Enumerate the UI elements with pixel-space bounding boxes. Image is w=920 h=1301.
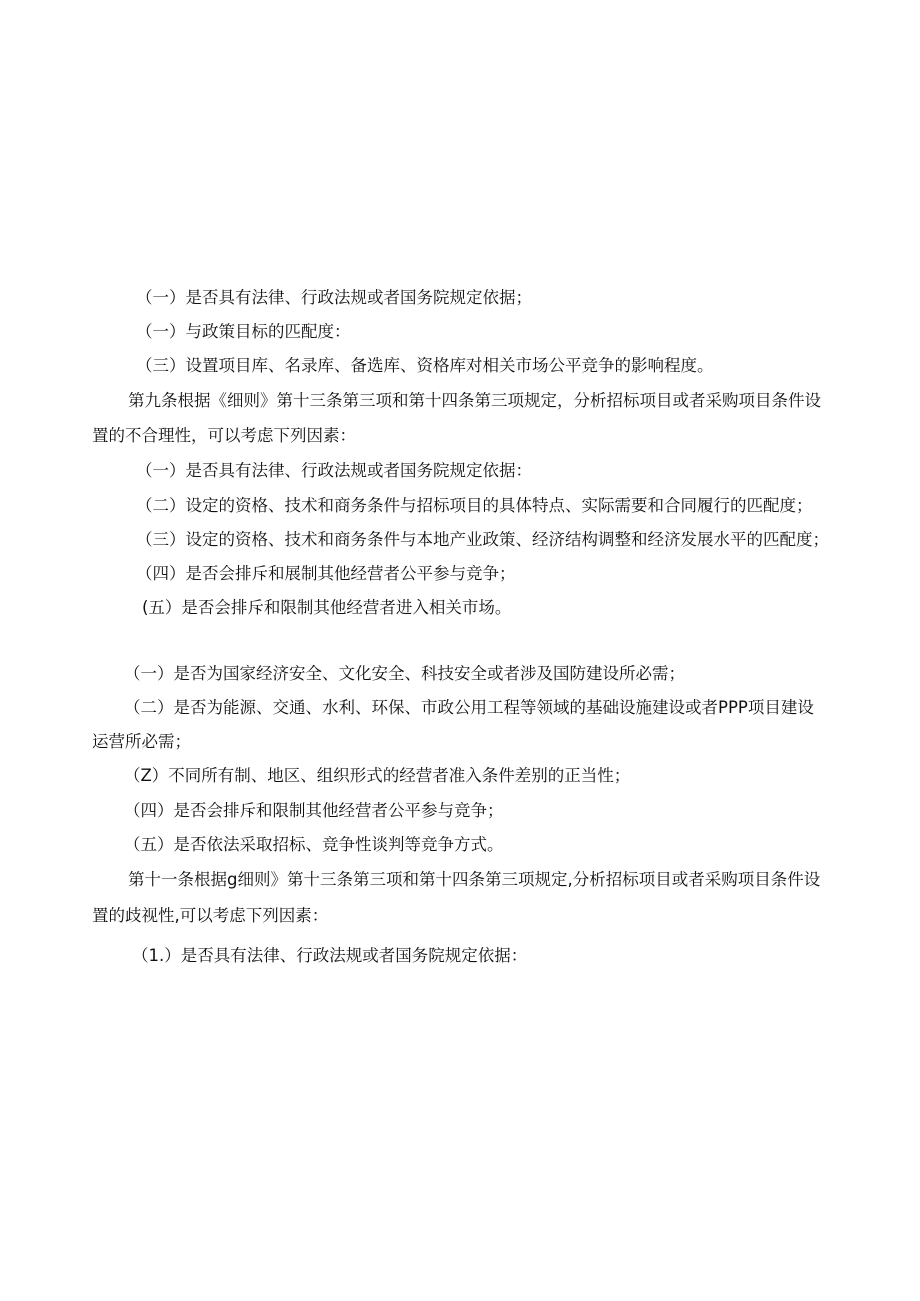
clause-item: （二）设定的资格、技术和商务条件与招标项目的具体特点、实际需要和合同履行的匹配度； [136,496,813,515]
clause-item: （二）是否为能源、交通、水利、环保、市政公用工程等领域的基础设施建设或者PPP项目建设 [124,698,814,717]
clause-item-continuation: 运营所必需； [92,732,191,751]
clause-item: （一）是否具有法律、行政法规或者国务院规定依据： [136,461,532,480]
clause-item: （三）设定的资格、技术和商务条件与本地产业政策、经济结构调整和经济发展水平的匹配度； [136,530,829,549]
clause-item: （三）设置项目库、名录库、备选库、资格库对相关市场公平竞争的影响程度。 [136,356,714,375]
clause-item: （Z）不同所有制、地区、组织形式的经营者准入条件差别的正当性； [124,766,631,785]
clause-item: （1.）是否具有法律、行政法规或者国务院规定依据： [132,946,528,965]
clause-item: (五）是否会排斥和限制其他经营者进入相关市场。 [142,598,512,617]
clause-item: （一）是否具有法律、行政法规或者国务院规定依据； [136,288,532,307]
clause-item: （四）是否会排斥和限制其他经营者公平参与竞争； [124,801,504,820]
clause-item: （五）是否依法采取招标、竞争性谈判等竞争方式。 [124,835,504,854]
article-11-heading: 第十一条根据g细则》第十三条第三项和第十四条第三项规定,分析招标项目或者采购项目条件设 [128,870,821,889]
clause-item: （一）是否为国家经济安全、文化安全、科技安全或者涉及国防建设所必需； [124,664,685,683]
article-11-continuation: 置的歧视性,可以考虑下列因素： [92,906,329,925]
clause-item: （四）是否会排斥和展制其他经营者公平参与竞争； [136,564,516,583]
clause-item: （一）与政策目标的匹配度： [136,322,351,341]
article-9-continuation: 置的不合理性，可以考虑下列因素： [92,426,356,445]
article-9-heading: 第九条根据《细则》第十三条第三项和第十四条第三项规定，分析招标项目或者采购项目条件设 [128,391,821,410]
